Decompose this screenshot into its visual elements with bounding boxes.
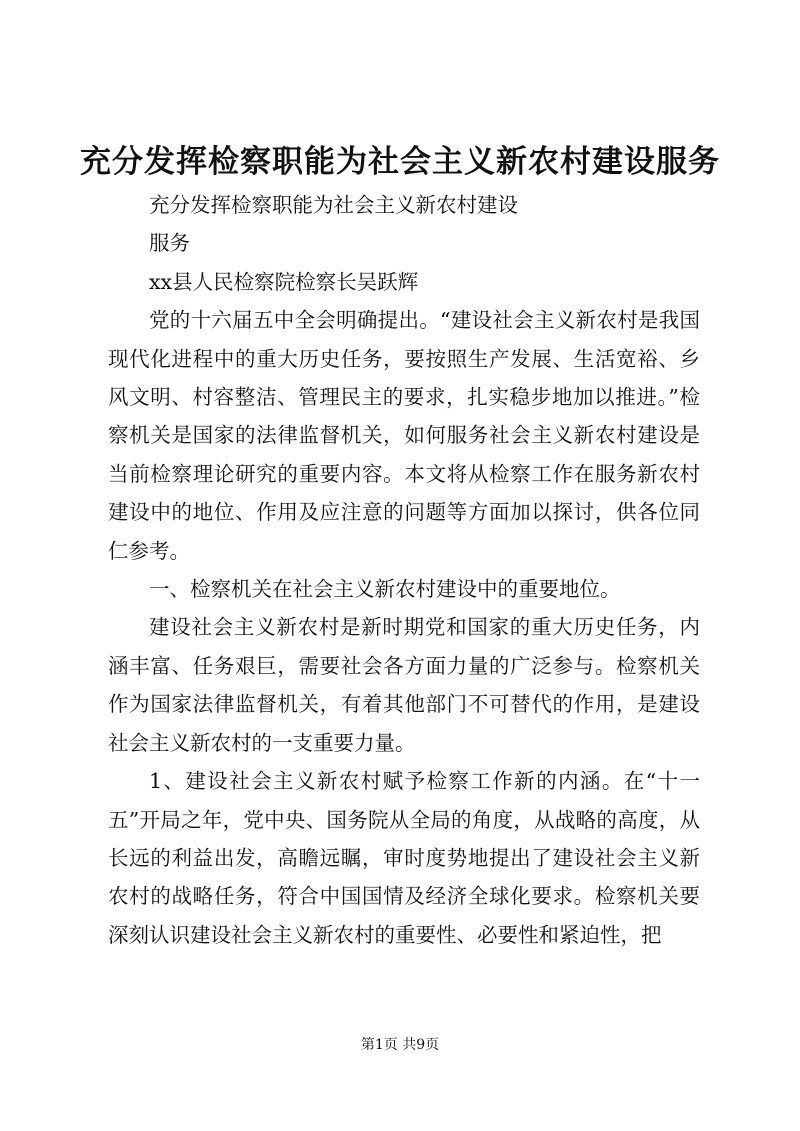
- section-heading: 一、检察机关在社会主义新农村建设中的重要地位。: [149, 577, 621, 602]
- page-footer: 第1页 共9页: [360, 1037, 440, 1053]
- paragraph: 党的十六届五中全会明确提出。“建设社会主义新农村是我国现代化进程中的重大历史任务，要按照生产发展、生活宽裕、乡风文明、村容整洁、管理民主的要求，扎实稳步地加以推进。”检察机关是国家的法律监督机关，如何服务社会主义新农村建设是当前检察理论研究的重要内容。本文将从检察工作在服务新农村建设中的地位、作用及应注意的问题等方面加以探讨，供各位同仁参考。: [108, 308, 700, 563]
- subtitle-line-2: 服务: [149, 231, 190, 256]
- document-body: [108, 186, 700, 954]
- author-line: xx县人民检察院检察长吴跃辉: [149, 269, 419, 294]
- paragraph: 建设社会主义新农村是新时期党和国家的重大历史任务，内涵丰富、任务艰巨，需要社会各方面力量的广泛参与。检察机关作为国家法律监督机关，有着其他部门不可替代的作用，是建设社会主义新农村的一支重要力量。: [108, 615, 700, 755]
- paragraph: 1、建设社会主义新农村赋予检察工作新的内涵。在“十一五”开局之年，党中央、国务院从全局的角度，从战略的高度，从长远的利益出发，高瞻远瞩，审时度势地提出了建设社会主义新农村的战略任务，符合中国国情及经济全球化要求。检察机关要深刻认识建设社会主义新农村的重要性、必要性和紧迫性，把: [108, 769, 700, 947]
- document-title: 充分发挥检察职能为社会主义新农村建设服务: [80, 144, 720, 180]
- subtitle-line-1: 充分发挥检察职能为社会主义新农村建设: [149, 193, 518, 217]
